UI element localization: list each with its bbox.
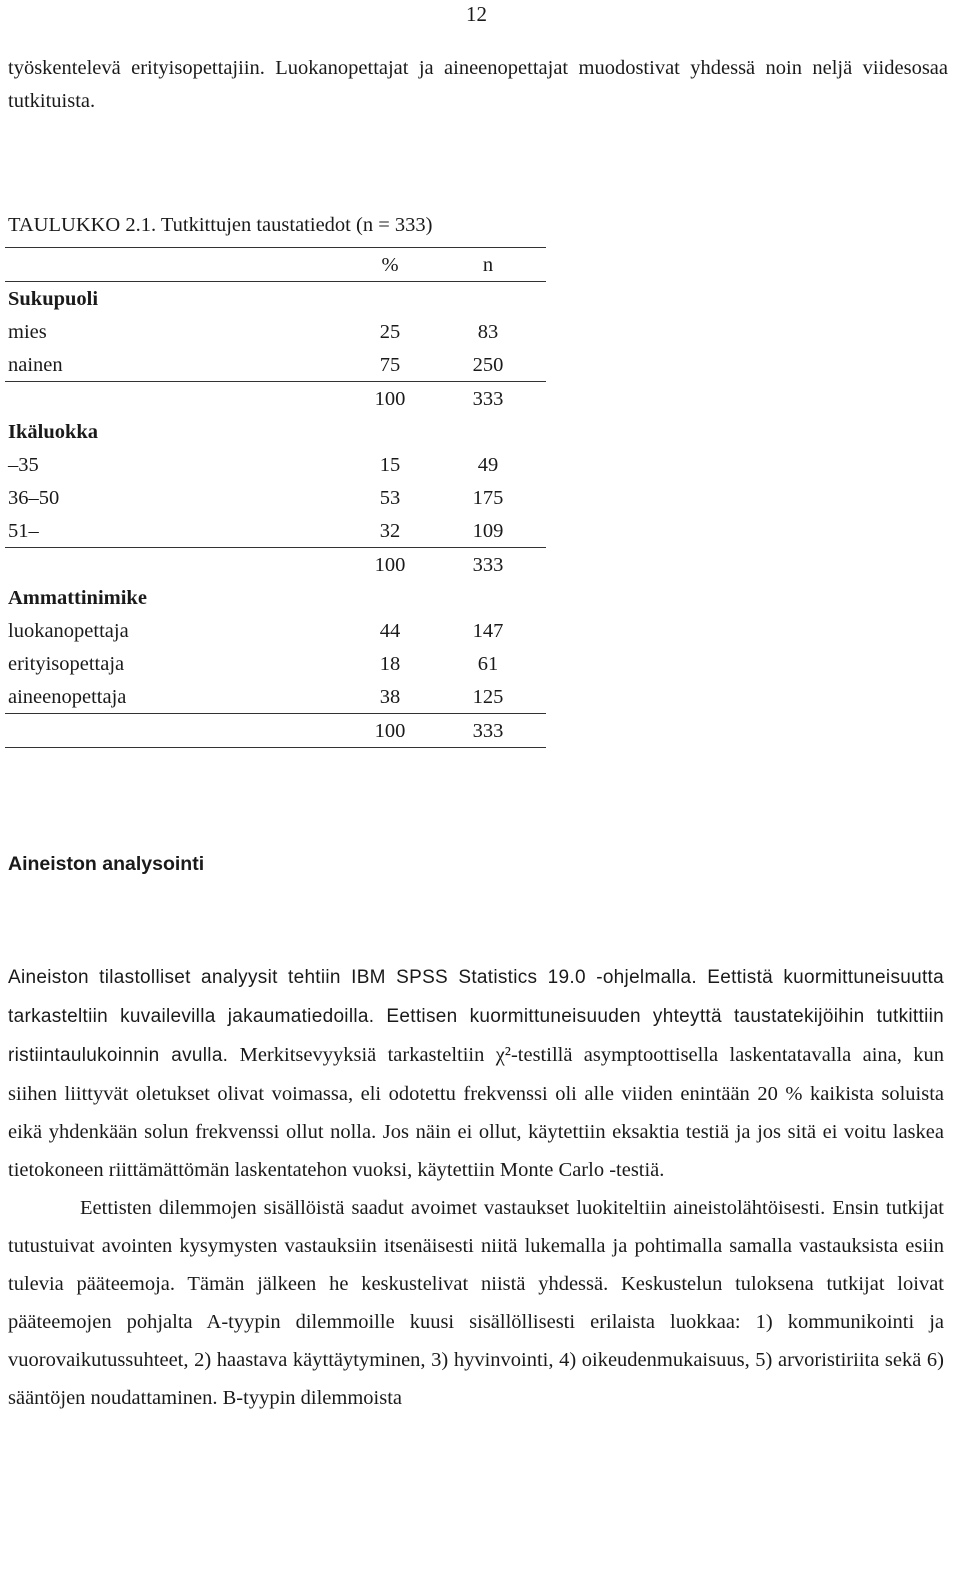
paragraph-dilemmas: Eettisten dilemmojen sisällöistä saadut avoimet vastaukset luokiteltiin aineistolähtöisesti. Ensin tutkijat tutustuivat avointen kysymysten vastauksiin itsenäisesti niitä lukemalla ja pohtimalla samalla vastauksista esiin tulevia pääteemoja. Tämän jälkeen he keskustelivat niistä yhdessä. Keskustelun tuloksena tutkijat loivat pääteemojen pohjalta A-tyypin dilemmoille kuusi sisällöllisesti erilaista luokkaa: 1) kommunikointi ja vuorovaikutussuhteet, 2) haastava käyttäytyminen, 3) hyvinvointi, 4) oikeudenmukaisuus, 5) arvoristiriita sekä 6) sääntöjen noudattaminen. B-tyypin dilemmoista (8, 1197, 944, 1409)
paragraph-analysis-sans: Aineiston tilastolliset analyysit tehtiin IBM SPSS Statistics 19.0 -ohjelmalla. Eettistä kuormittuneisuutta tarkasteltiin kuvailevilla jakaumatiedoilla. Eettisen kuormittuneisuuden yhteyttä taustatekijöihin tutkittiin ristiintaulukoinnin avulla. (8, 967, 944, 1066)
paragraph-analysis-serif: Merkitsevyyksiä tarkasteltiin χ²-testillä asymptoottisella laskentatavalla aina, kun siihen liittyvät oletukset olivat voimassa, eli odotettu frekvenssi oli alle viiden enintään 20 % kaikista soluista eikä yhdenkään solun frekvenssi ollut nolla. Jos näin ei ollut, käytettiin eksaktia testiä ja jos sitä ei voitu laskea tietokoneen riittämättömän laskentatehon vuoksi, käytettiin Monte Carlo -testiä. (8, 1044, 944, 1181)
table-row (5, 348, 546, 381)
column-header-n: n (482, 254, 494, 276)
page-number: 12 (466, 2, 487, 26)
row-n: 83 (477, 321, 499, 343)
group-title-label: Sukupuoli (8, 288, 99, 310)
table-group-title (5, 415, 546, 448)
row-n: 147 (472, 620, 504, 642)
table-group-title (5, 581, 546, 614)
intro-paragraph: työskentelevä erityisopettajiin. Luokanopettajat ja aineenopettajat muodostivat yhdessä noin neljä viidesosaa tutkituista. (8, 57, 948, 112)
row-label: erityisopettaja (8, 653, 125, 675)
total-percent: 100 (374, 720, 406, 742)
total-percent: 100 (374, 388, 406, 410)
row-percent: 15 (379, 454, 401, 476)
row-label: nainen (8, 354, 63, 376)
row-percent: 38 (379, 686, 401, 708)
table-row (5, 680, 546, 713)
table-row (5, 315, 546, 348)
body-text (8, 958, 944, 1417)
row-n: 109 (472, 520, 504, 542)
background-table (5, 247, 546, 748)
total-n: 333 (472, 554, 504, 576)
table-total-row (5, 714, 546, 747)
row-percent: 32 (379, 520, 401, 542)
row-label: luokanopettaja (8, 620, 129, 642)
row-n: 49 (477, 454, 499, 476)
row-percent: 53 (379, 487, 401, 509)
paragraph-analysis (8, 958, 944, 1189)
section-heading: Aineiston analysointi (8, 853, 205, 875)
row-n: 250 (472, 354, 504, 376)
table-caption: TAULUKKO 2.1. Tutkittujen taustatiedot (n = 333) (8, 214, 433, 236)
group-title-label: Ammattinimike (8, 587, 147, 609)
row-label: 51– (8, 520, 39, 542)
row-percent: 44 (379, 620, 401, 642)
row-percent: 18 (379, 653, 401, 675)
row-n: 175 (472, 487, 504, 509)
table-row (5, 614, 546, 647)
total-percent: 100 (374, 554, 406, 576)
table-row (5, 514, 546, 547)
row-label: aineenopettaja (8, 686, 127, 708)
row-percent: 25 (379, 321, 401, 343)
row-n: 61 (477, 653, 499, 675)
table-group-title (5, 282, 546, 315)
total-n: 333 (472, 388, 504, 410)
table-row (5, 481, 546, 514)
row-label: –35 (8, 454, 39, 476)
total-n: 333 (472, 720, 504, 742)
table-total-row (5, 548, 546, 581)
table-row (5, 647, 546, 680)
table-total-row (5, 382, 546, 415)
column-header-percent: % (381, 254, 399, 276)
table-bottom-rule (5, 747, 546, 748)
row-n: 125 (472, 686, 504, 708)
row-label: 36–50 (8, 487, 60, 509)
table-row (5, 448, 546, 481)
table-header-row (5, 248, 546, 281)
group-title-label: Ikäluokka (8, 421, 99, 443)
row-percent: 75 (379, 354, 401, 376)
row-label: mies (8, 321, 47, 343)
